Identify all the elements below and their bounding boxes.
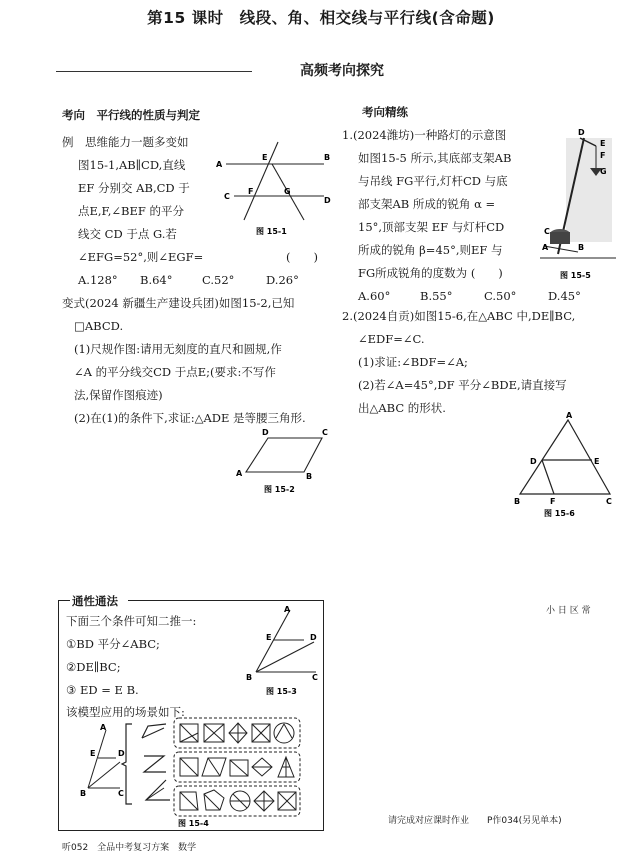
method-box-top-left xyxy=(58,600,70,601)
label-c: C xyxy=(544,227,550,236)
variant-line-6: (2)在(1)的条件下,求证:△ADE 是等腰三角形. xyxy=(74,411,306,425)
method-heading: 通性通法 xyxy=(72,594,118,608)
choice-b: B.64° xyxy=(140,273,173,287)
label-b: B xyxy=(306,472,313,481)
q1-line-6: 所成的锐角 β=45°,则EF 与 xyxy=(358,243,503,257)
label-g: G xyxy=(284,187,291,196)
method-box-top-right xyxy=(128,600,323,601)
q2-line-3: (1)求证:∠BDF=∠A; xyxy=(358,355,468,369)
label-c: C xyxy=(224,192,230,201)
label-f: F xyxy=(248,187,254,196)
method-line-1: 下面三个条件可知二推一: xyxy=(66,614,197,628)
figure-15-1-caption: 图 15-1 xyxy=(256,227,287,236)
q2-line-1: 2.(2024自贡)如图15-6,在△ABC 中,DE∥BC, xyxy=(342,309,576,323)
page-title: 第15 课时 线段、角、相交线与平行线(含命题) xyxy=(147,9,495,27)
label-d: D xyxy=(324,196,331,205)
side-note: 小 日 区 常 xyxy=(546,606,591,616)
example-line-6: ∠EFG=52°,则∠EGF= xyxy=(78,250,204,264)
q1-line-3: 与吊线 FG平行,灯杆CD 与底 xyxy=(358,174,508,188)
label-e: E xyxy=(90,749,96,758)
figure-15-2-caption: 图 15-2 xyxy=(264,485,295,494)
method-line-3: ②DE∥BC; xyxy=(66,660,121,674)
q1-choice-b: B.55° xyxy=(420,289,453,303)
label-a: A xyxy=(236,469,243,478)
label-a: A xyxy=(542,243,549,252)
figure-15-3 xyxy=(246,604,320,698)
label-d: D xyxy=(310,633,317,642)
variant-line-2: □ABCD. xyxy=(74,319,124,333)
label-g: G xyxy=(600,167,607,176)
label-d: D xyxy=(530,457,537,466)
example-line-4: 点E,F,∠BEF 的平分 xyxy=(78,204,185,218)
label-f: F xyxy=(600,151,606,160)
label-b: B xyxy=(578,243,585,252)
method-line-4: ③ ED = E B. xyxy=(66,683,139,697)
label-b: B xyxy=(80,789,87,798)
label-e: E xyxy=(594,457,600,466)
label-e: E xyxy=(266,633,272,642)
q1-line-5: 15°,顶部支架 EF 与灯杆CD xyxy=(358,220,505,234)
method-line-5: 该模型应用的场景如下: xyxy=(66,705,185,719)
choice-a: A.128° xyxy=(78,273,118,287)
choice-d: D.26° xyxy=(266,273,299,287)
figure-15-5 xyxy=(538,124,618,286)
label-d: D xyxy=(118,749,125,758)
label-f: F xyxy=(550,497,556,506)
label-b: B xyxy=(324,153,331,162)
example-line-2: 图15-1,AB∥CD,直线 xyxy=(78,158,186,172)
example-line-5: 线交 CD 于点 G.若 xyxy=(78,227,177,241)
q2-line-2: ∠EDF=∠C. xyxy=(358,332,425,346)
practice-heading: 考向精练 xyxy=(362,105,408,119)
method-line-2: ①BD 平分∠ABC; xyxy=(66,637,160,651)
label-c: C xyxy=(312,673,318,682)
label-c: C xyxy=(322,428,328,437)
label-b: B xyxy=(246,673,253,682)
figure-15-3-caption: 图 15-3 xyxy=(266,687,297,696)
label-a: A xyxy=(566,411,573,420)
figure-15-4 xyxy=(80,716,322,828)
example-answer-blank: ( ) xyxy=(286,250,318,264)
q1-line-4: 部支架AB 所成的锐角 α = xyxy=(358,197,496,211)
figure-15-5-caption: 图 15-5 xyxy=(560,271,591,280)
variant-line-1: 变式(2024 新疆生产建设兵团)如图15-2,已知 xyxy=(62,296,295,310)
label-c: C xyxy=(606,497,612,506)
figure-15-6-caption: 图 15-6 xyxy=(544,509,575,518)
label-b: B xyxy=(514,497,521,506)
label-d: D xyxy=(262,428,269,437)
variant-line-3: (1)尺规作图:请用无刻度的直尺和圆规,作 xyxy=(74,342,282,356)
variant-line-5: 法,保留作图痕迹) xyxy=(74,388,163,402)
topic-heading: 考向 平行线的性质与判定 xyxy=(62,108,200,122)
label-a: A xyxy=(284,605,291,614)
q1-choice-c: C.50° xyxy=(484,289,517,303)
figure-15-1 xyxy=(212,138,332,238)
label-d: D xyxy=(578,128,585,137)
q2-line-4: (2)若∠A=45°,DF 平分∠BDE,请直接写 xyxy=(358,378,567,392)
figure-15-2 xyxy=(226,424,336,496)
label-e: E xyxy=(600,139,606,148)
q1-line-1: 1.(2024潍坊)一种路灯的示意图 xyxy=(342,128,507,142)
choice-c: C.52° xyxy=(202,273,235,287)
footer-right: 请完成对应课时作业 P作034(另见单本) xyxy=(388,816,562,826)
label-c: C xyxy=(118,789,124,798)
variant-line-4: ∠A 的平分线交CD 于点E;(要求:不写作 xyxy=(74,365,276,379)
label-a: A xyxy=(100,723,107,732)
figure-15-4-caption: 图 15-4 xyxy=(178,819,209,828)
figure-15-6 xyxy=(506,410,618,522)
q1-line-2: 如图15-5 所示,其底部支架AB xyxy=(358,151,512,165)
q1-line-7: FG所成锐角的度数为 ( ) xyxy=(358,266,503,280)
q2-line-5: 出△ABC 的形状. xyxy=(358,401,446,415)
footer-left: 听052 全品中考复习方案 数学 xyxy=(62,843,197,853)
example-line-1: 例 思维能力一题多变如 xyxy=(62,135,189,149)
label-a: A xyxy=(216,160,223,169)
section-heading: 高频考向探究 xyxy=(300,63,384,79)
q1-choice-d: D.45° xyxy=(548,289,581,303)
example-line-3: EF 分别交 AB,CD 于 xyxy=(78,181,190,195)
section-rule xyxy=(56,71,252,72)
q1-choice-a: A.60° xyxy=(358,289,391,303)
label-e: E xyxy=(262,153,268,162)
